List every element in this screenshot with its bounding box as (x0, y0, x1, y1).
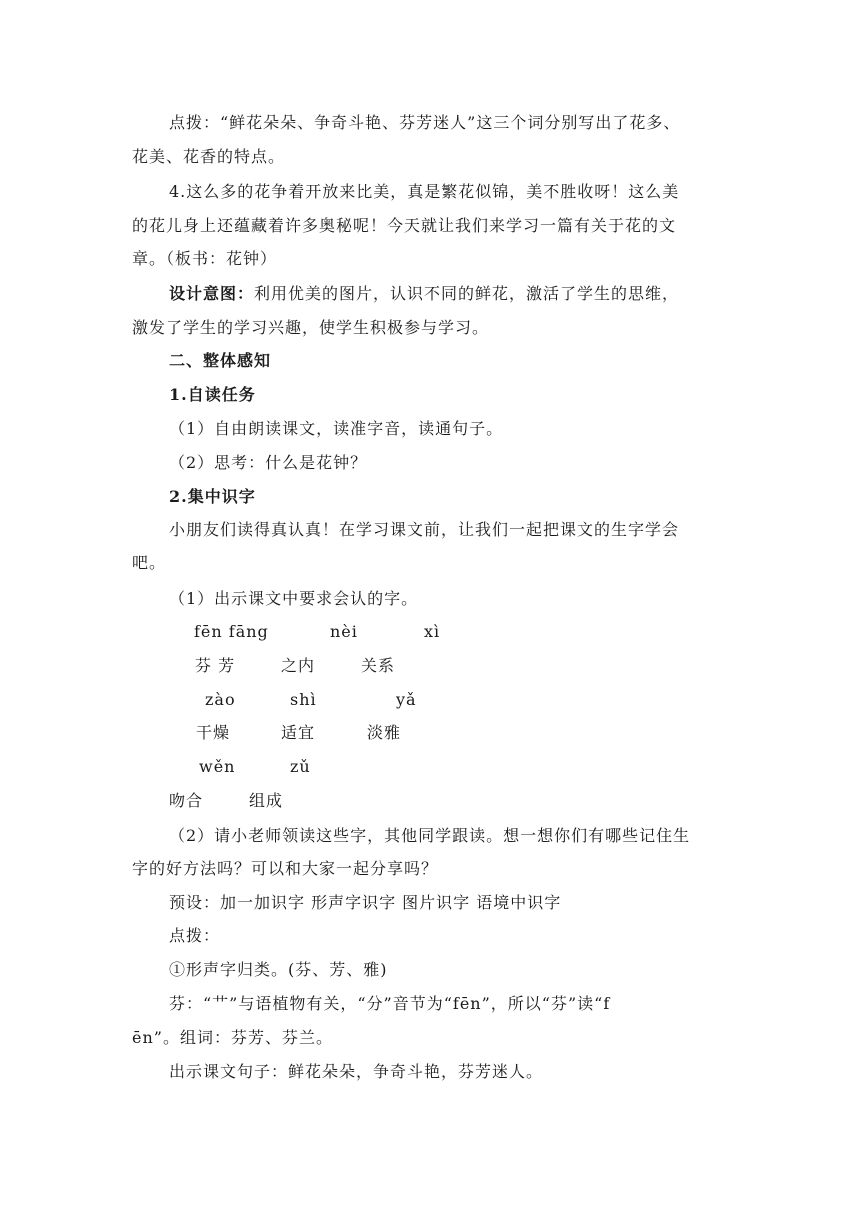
design-intent-line-2: 激发了学生的学习兴趣，使学生积极参与学习。 (132, 318, 490, 337)
literacy-intro-line-1: 小朋友们读得真认真！在学习课文前，让我们一起把课文的生字学会 (169, 520, 680, 539)
design-intent-line-1 (169, 284, 679, 304)
literacy-step-2-line-1: （2）请小老师领读这些字，其他同学跟读。想一想你们有哪些记住生 (169, 826, 691, 845)
vocab-word: 淡雅 (367, 723, 402, 742)
vocab-word: 吻合 (169, 791, 204, 810)
literacy-intro-line-2: 吧。 (132, 553, 167, 572)
paragraph-4-line-3: 章。（板书：花钟） (132, 249, 278, 268)
vocab-word: 适宜 (281, 723, 316, 742)
task-item-1: （1）自由朗读课文，读准字音，读通句子。 (169, 419, 504, 438)
pinyin: zǔ (290, 757, 311, 776)
paragraph-hint-line-2: 花美、花香的特点。 (132, 147, 286, 166)
literacy-step-2-line-2: 字的好方法吗？可以和大家一起分享吗？ (132, 859, 439, 878)
design-intent-text: 利用优美的图片，认识不同的鲜花，激活了学生的思维， (254, 284, 680, 303)
task-heading-literacy: 2.集中识字 (169, 487, 256, 506)
pinyin: zào (205, 690, 236, 709)
vocab-word: 芬 芳 (195, 656, 236, 675)
section-heading-overall: 二、整体感知 (169, 351, 272, 370)
literacy-step-1: （1）出示课文中要求会认的字。 (169, 589, 419, 608)
phonetic-grouping: ①形声字归类。(芬、芳、雅) (169, 960, 388, 979)
pinyin: shì (290, 690, 317, 709)
fen-explanation-line-1: 芬：“艹”与语植物有关，“分”音节为“fēn”，所以“芬”读“f (169, 994, 611, 1013)
pinyin: fēn fāng (194, 622, 269, 641)
paragraph-4-line-1: 4.这么多的花争着开放来比美，真是繁花似锦，美不胜收呀！这么美 (169, 182, 680, 201)
vocab-word: 之内 (281, 656, 316, 675)
text-sentence: 出示课文句子：鲜花朵朵，争奇斗艳，芬芳迷人。 (169, 1062, 544, 1081)
pinyin: nèi (330, 622, 358, 641)
vocab-word: 组成 (249, 791, 284, 810)
pinyin: wěn (199, 757, 236, 776)
vocab-word: 关系 (361, 656, 396, 675)
pinyin: xì (424, 622, 441, 641)
task-item-2: （2）思考：什么是花钟？ (169, 453, 368, 472)
vocab-word: 干燥 (196, 723, 231, 742)
fen-explanation-line-2: ēn”。组词：芬芳、芬兰。 (132, 1028, 333, 1047)
design-intent-label: 设计意图： (169, 284, 255, 303)
paragraph-4-line-2: 的花儿身上还蕴藏着许多奥秘呢！今天就让我们来学习一篇有关于花的文 (132, 216, 677, 235)
preset-methods: 预设：加一加识字 形声字识字 图片识字 语境中识字 (169, 893, 562, 912)
paragraph-hint-line-1: 点拨：“鲜花朵朵、争奇斗艳、芬芳迷人”这三个词分别写出了花多、 (169, 113, 681, 132)
task-heading-self-reading: 1.自读任务 (169, 385, 256, 404)
hint-label: 点拨： (169, 926, 221, 945)
pinyin: yǎ (396, 690, 417, 709)
